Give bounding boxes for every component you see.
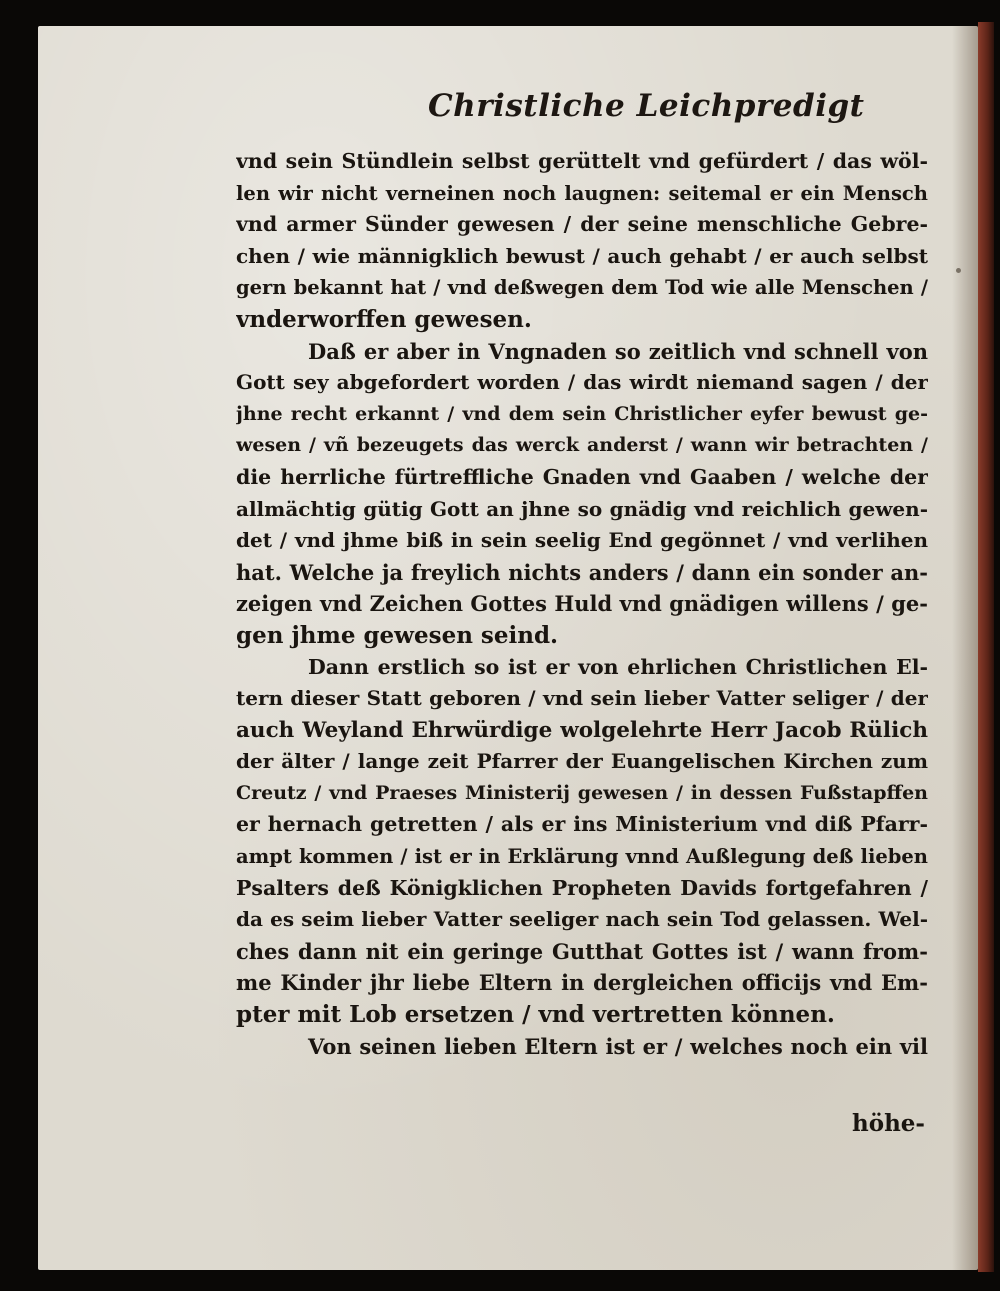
text-line: me Kinder jhr liebe Eltern in dergleichen officijs vnd Em-: [236, 970, 928, 996]
text-line: der älter / lange zeit Pfarrer der Euangelischen Kirchen zum: [236, 749, 928, 774]
text-line: die herrliche fürtreffliche Gnaden vnd Gaaben / welche der: [236, 464, 928, 489]
text-line: len wir nicht verneinen noch laugnen: seitemal er ein Mensch: [236, 181, 928, 205]
paper-speck: [956, 268, 961, 273]
text-line: Dann erstlich so ist er von ehrlichen Christlichen El-: [308, 654, 928, 679]
text-line: hat. Welche ja freylich nichts anders / dann ein sonder an-: [236, 559, 928, 585]
text-line: det / vnd jhme biß in sein seelig End gegönnet / vnd verlihen: [236, 528, 928, 553]
book-edge: [978, 22, 994, 1272]
text-line: vnd sein Stündlein selbst gerüttelt vnd gefürdert / das wöl-: [236, 149, 928, 173]
text-line: auch Weyland Ehrwürdige wolgelehrte Herr Jacob Rülich: [236, 717, 928, 743]
text-line: Von seinen lieben Eltern ist er / welches noch ein vil: [308, 1033, 928, 1059]
text-line: Daß er aber in Vngnaden so zeitlich vnd schnell von: [308, 338, 928, 364]
text-line: vnd armer Sünder gewesen / der seine menschliche Gebre-: [236, 212, 928, 237]
text-line: ches dann nit ein geringe Gutthat Gottes ist / wann from-: [236, 938, 928, 964]
text-line: chen / wie männigklich bewust / auch gehabt / er auch selbst: [236, 243, 928, 268]
text-line: gern bekannt hat / vnd deßwegen dem Tod wie alle Menschen /: [236, 276, 928, 300]
text-line: pter mit Lob ersetzen / vnd vertretten können.: [236, 1001, 835, 1029]
catchword: höhe-: [852, 1110, 925, 1137]
text-line: vnderworffen gewesen.: [236, 305, 532, 333]
text-line: Creutz / vnd Praeses Ministerij gewesen / in dessen Fußstapffen: [236, 781, 928, 804]
text-line: da es seim lieber Vatter seeliger nach sein Tod gelassen. Wel-: [236, 907, 928, 932]
body-text: [236, 146, 928, 1062]
text-line: er hernach getretten / als er ins Ministerium vnd diß Pfarr-: [236, 812, 928, 837]
text-line: zeigen vnd Zeichen Gottes Huld vnd gnädigen willens / ge-: [236, 591, 928, 617]
text-line: jhne recht erkannt / vnd dem sein Christlicher eyfer bewust ge-: [236, 402, 928, 425]
text-line: Psalters deß Königklichen Propheten Davids fortgefahren /: [236, 875, 928, 900]
text-line: tern dieser Statt geboren / vnd sein lieber Vatter seliger / der: [236, 686, 928, 711]
text-line: wesen / vñ bezeugets das werck anderst / wann wir betrachten /: [236, 434, 928, 457]
text-line: Gott sey abgefordert worden / das wirdt niemand sagen / der: [236, 370, 928, 395]
text-line: gen jhme gewesen seind.: [236, 621, 559, 649]
text-line: allmächtig gütig Gott an jhne so gnädig vnd reichlich gewen-: [236, 496, 928, 521]
spine-shadow: [952, 26, 978, 1270]
text-line: ampt kommen / ist er in Erklärung vnnd Außlegung deß lieben: [236, 845, 928, 869]
running-head: Christliche Leichpredigt: [428, 88, 865, 124]
